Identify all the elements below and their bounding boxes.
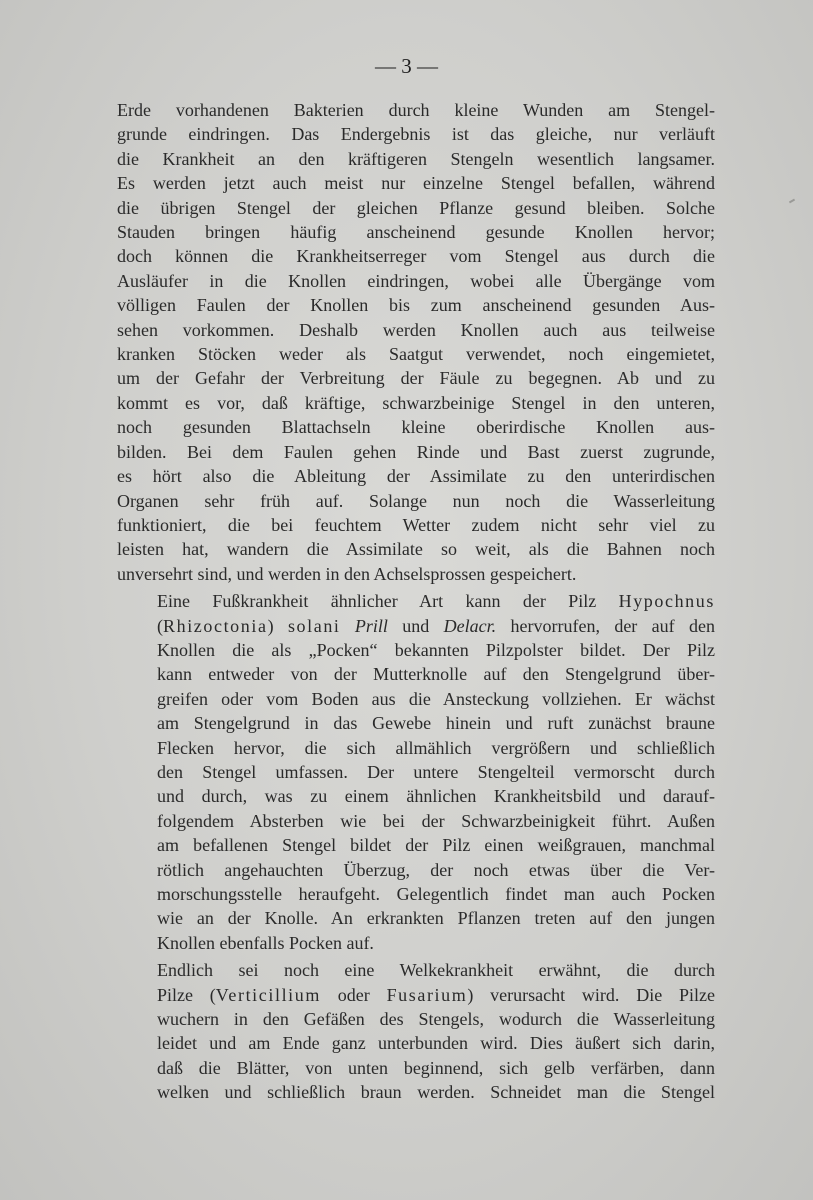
genus-name: Rhizoctonia bbox=[163, 615, 268, 636]
text-line: kommt es vor, daß kräftige, schwarzbeinige Stengel in den unteren, bbox=[117, 392, 715, 413]
text-line: Knollen die als „Pocken“ bekannten Pilzpolster bildet. Der Pilz bbox=[157, 639, 715, 660]
text-line: funktioniert, die bei feuchtem Wetter zudem nicht sehr viel zu bbox=[117, 514, 715, 535]
text-line: noch gesunden Blattachseln kleine oberirdische Knollen aus- bbox=[117, 417, 715, 438]
text-line: Es werden jetzt auch meist nur einzelne Stengel befallen, während bbox=[117, 173, 715, 194]
text-line: folgendem Absterben wie bei der Schwarzbeinigkeit führt. Außen bbox=[157, 810, 715, 831]
text-line: Eine Fußkrankheit ähnlicher Art kann der Pilz Hypochnus bbox=[157, 591, 715, 612]
text-line: Flecken hervor, die sich allmählich vergrößern und schließlich bbox=[157, 737, 715, 758]
text-line: und durch, was zu einem ähnlichen Krankheitsbild und darauf- bbox=[157, 786, 715, 807]
text-line: (Rhizoctonia) solani Prill und Delacr. hervorrufen, der auf den bbox=[157, 615, 715, 636]
text-line: um der Gefahr der Verbreitung der Fäule zu begegnen. Ab und zu bbox=[117, 368, 715, 389]
genus-name: Verticillium bbox=[215, 984, 321, 1005]
text-line: kranken Stöcken weder als Saatgut verwendet, noch eingemietet, bbox=[117, 344, 715, 365]
text-line: die übrigen Stengel der gleichen Pflanze gesund bleiben. Solche bbox=[117, 197, 715, 218]
text-line: kann entweder von der Mutterknolle auf den Stengelgrund über- bbox=[157, 664, 715, 685]
text-line: bilden. Bei dem Faulen gehen Rinde und Bast zuerst zugrunde, bbox=[117, 441, 715, 462]
text-line: den Stengel umfassen. Der untere Stengelteil vermorscht durch bbox=[157, 761, 715, 782]
text-line: die Krankheit an den kräftigeren Stengeln wesentlich langsamer. bbox=[117, 148, 715, 169]
text-line: es hört also die Ableitung der Assimilate zu den unterirdischen bbox=[117, 466, 715, 487]
text-line: am befallenen Stengel bildet der Pilz einen weißgrauen, manchmal bbox=[157, 835, 715, 856]
text-line: Stauden bringen häufig anscheinend gesunde Knollen hervor; bbox=[117, 222, 715, 243]
text-line: greifen oder vom Boden aus die Ansteckung vollziehen. Er wächst bbox=[157, 688, 715, 709]
paragraph bbox=[117, 98, 715, 586]
text-line: daß die Blätter, von unten beginnend, sich gelb verfärben, dann bbox=[157, 1057, 715, 1078]
text-line: sehen vorkommen. Deshalb werden Knollen auch aus teilweise bbox=[117, 319, 715, 340]
text-line: Endlich sei noch eine Welkekrankheit erwähnt, die durch bbox=[157, 960, 715, 981]
text-line: leisten hat, wandern die Assimilate so weit, als die Bahnen noch bbox=[117, 539, 715, 560]
text-line: Knollen ebenfalls Pocken auf. bbox=[157, 932, 374, 953]
author-name: Delacr. bbox=[443, 615, 497, 636]
genus-name: Hypochnus bbox=[618, 591, 715, 612]
species-name: solani bbox=[287, 615, 341, 636]
genus-name: Fusarium bbox=[386, 984, 468, 1005]
margin-mark bbox=[789, 199, 795, 204]
text-line: Ausläufer in die Knollen eindringen, wobei alle Übergänge vom bbox=[117, 270, 715, 291]
text-line: Pilze (Verticillium oder Fusarium) verursacht wird. Die Pilze bbox=[157, 984, 715, 1005]
text-line: völligen Faulen der Knollen bis zum anscheinend gesunden Aus- bbox=[117, 295, 715, 316]
text-line: grunde eindringen. Das Endergebnis ist das gleiche, nur verläuft bbox=[117, 124, 715, 145]
text-line: welken und schließlich braun werden. Schneidet man die Stengel bbox=[157, 1082, 715, 1103]
text-line: morschungsstelle heraufgeht. Gelegentlich findet man auch Pocken bbox=[157, 884, 715, 904]
text-line: leidet und am Ende ganz unterbunden wird. Dies äußert sich darin, bbox=[157, 1033, 715, 1054]
text-line: unversehrt sind, und werden in den Achselsprossen gespeichert. bbox=[117, 563, 577, 584]
text-line: wuchern in den Gefäßen des Stengels, wodurch die Wasserleitung bbox=[157, 1009, 715, 1030]
text-line: Organen sehr früh auf. Solange nun noch die Wasserleitung bbox=[117, 490, 715, 511]
text-line: doch können die Krankheitserreger vom Stengel aus durch die bbox=[117, 246, 715, 267]
paragraph bbox=[117, 958, 715, 1104]
body-text bbox=[117, 98, 715, 1105]
text-line: wie an der Knolle. An erkrankten Pflanzen treten auf den jungen bbox=[157, 908, 715, 929]
paragraph bbox=[117, 589, 715, 955]
text-line: rötlich angehauchten Überzug, der noch etwas über die Ver- bbox=[157, 859, 715, 880]
text-line: am Stengelgrund in das Gewebe hinein und ruft zunächst braune bbox=[157, 713, 715, 734]
author-name: Prill bbox=[354, 615, 388, 636]
text-line: Erde vorhandenen Bakterien durch kleine Wunden am Stengel- bbox=[117, 100, 715, 120]
page-number: — 3 — bbox=[375, 54, 438, 78]
